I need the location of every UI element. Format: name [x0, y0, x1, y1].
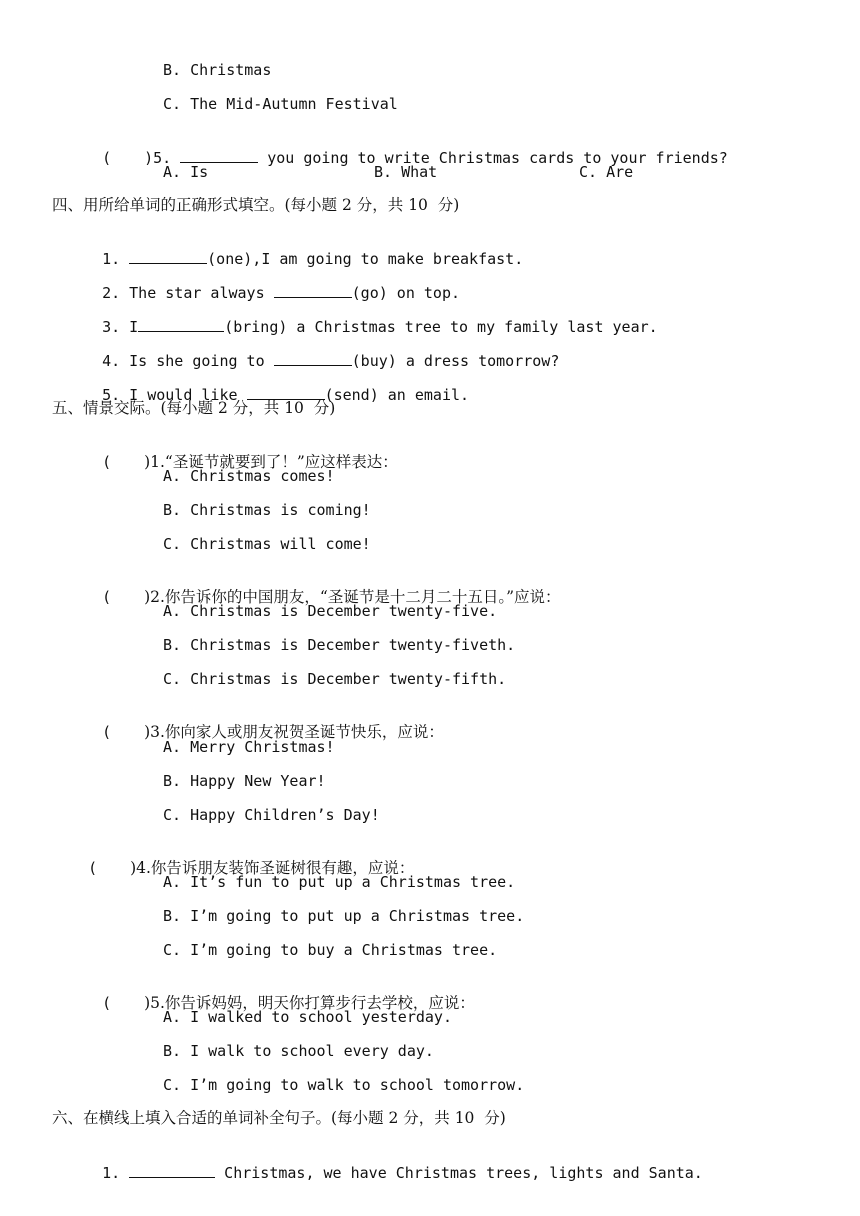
sec5-q2-option-a: A. Christmas is December twenty-five. [163, 602, 498, 620]
sec5-q5-option-c: C. I’m going to walk to school tomorrow. [163, 1076, 525, 1094]
sec4-item-2 [84, 263, 461, 302]
section-5-heading: 五、情景交际。(每小题 2 分，共 10 分) [52, 399, 336, 417]
answer-blank[interactable] [138, 317, 224, 332]
item-text: (buy) a dress tomorrow? [351, 352, 560, 370]
item-text: (send) an email. [324, 386, 470, 404]
answer-blank[interactable] [129, 249, 207, 264]
question-number: )5. [144, 149, 172, 167]
item-number: 1. [102, 250, 121, 268]
sec5-q3-option-a: A. Merry Christmas! [163, 738, 335, 756]
sec5-q4-option-a: A. It’s fun to put up a Christmas tree. [163, 873, 516, 891]
answer-blank[interactable] [274, 351, 352, 366]
sec3-q5-option-c: C. Are [579, 163, 634, 181]
sec5-q2-option-b: B. Christmas is December twenty-fiveth. [163, 636, 516, 654]
sec3-q4-option-c: C. The Mid-Autumn Festival [163, 95, 398, 113]
sec5-q4-option-c: C. I’m going to buy a Christmas tree. [163, 941, 498, 959]
sec4-item-4 [84, 331, 560, 370]
question-text: you going to write Christmas cards to your friends? [258, 149, 728, 167]
answer-blank[interactable] [180, 148, 258, 163]
sec5-q4-stem [70, 838, 415, 877]
sec5-q5-option-a: A. I walked to school yesterday. [163, 1008, 452, 1026]
sec5-q1-option-b: B. Christmas is coming! [163, 501, 371, 519]
item-number: 1. [102, 1164, 121, 1182]
answer-blank[interactable] [129, 1163, 215, 1178]
item-text: (go) on top. [351, 284, 461, 302]
answer-paren[interactable]: ( [102, 994, 112, 1012]
question-text: )4.你告诉朋友装饰圣诞树很有趣，应说： [130, 859, 415, 877]
sec3-q5-option-b: B. What [374, 163, 438, 181]
sec5-q3-option-b: B. Happy New Year! [163, 772, 326, 790]
sec4-item-3 [84, 297, 658, 336]
answer-blank[interactable] [274, 283, 352, 298]
item-number: 4. [102, 352, 121, 370]
answer-paren[interactable]: ( [88, 859, 98, 877]
item-number: 3. [102, 318, 121, 336]
sec5-q5-stem [84, 973, 475, 1012]
sec3-q5-option-a: A. Is [163, 163, 209, 181]
answer-paren[interactable]: ( [102, 588, 112, 606]
sec6-item-1 [84, 1143, 703, 1182]
sec5-q3-option-c: C. Happy Children’s Day! [163, 806, 380, 824]
question-text: )1.“圣诞节就要到了！”应这样表达： [144, 453, 398, 471]
item-text: Christmas, we have Christmas trees, lights and Santa. [215, 1164, 703, 1182]
sec4-item-5 [84, 365, 470, 404]
sec3-q5-stem [84, 128, 728, 167]
item-text-before: I [129, 318, 139, 336]
section-4-heading: 四、用所给单词的正确形式填空。(每小题 2 分，共 10 分) [52, 196, 460, 214]
item-text: (one),I am going to make breakfast. [207, 250, 524, 268]
item-text: (bring) a Christmas tree to my family last year. [224, 318, 658, 336]
sec5-q1-option-c: C. Christmas will come! [163, 535, 371, 553]
answer-paren[interactable]: ( [102, 149, 112, 167]
item-text-before: Is she going to [129, 352, 274, 370]
sec5-q1-stem [84, 432, 398, 471]
sec3-q4-option-b: B. Christmas [163, 61, 272, 79]
sec4-item-1 [84, 229, 524, 268]
sec5-q2-stem [84, 567, 561, 606]
sec5-q2-option-c: C. Christmas is December twenty-fifth. [163, 670, 507, 688]
sec5-q4-option-b: B. I’m going to put up a Christmas tree. [163, 907, 525, 925]
item-number: 2. [102, 284, 121, 302]
question-text: )3.你向家人或朋友祝贺圣诞节快乐，应说： [144, 723, 444, 741]
sec5-q5-option-b: B. I walk to school every day. [163, 1042, 434, 1060]
section-6-heading: 六、在横线上填入合适的单词补全句子。(每小题 2 分，共 10 分) [52, 1109, 506, 1127]
question-text: )5.你告诉妈妈，明天你打算步行去学校，应说： [144, 994, 475, 1012]
item-text-before: The star always [129, 284, 274, 302]
item-number: 5. [102, 386, 121, 404]
item-text-before: I would like [129, 386, 247, 404]
sec5-q3-stem [84, 702, 444, 741]
answer-paren[interactable]: ( [102, 723, 112, 741]
sec5-q1-option-a: A. Christmas comes! [163, 467, 335, 485]
question-text: )2.你告诉你的中国朋友，“圣诞节是十二月二十五日。”应说： [144, 588, 561, 606]
answer-paren[interactable]: ( [102, 453, 112, 471]
